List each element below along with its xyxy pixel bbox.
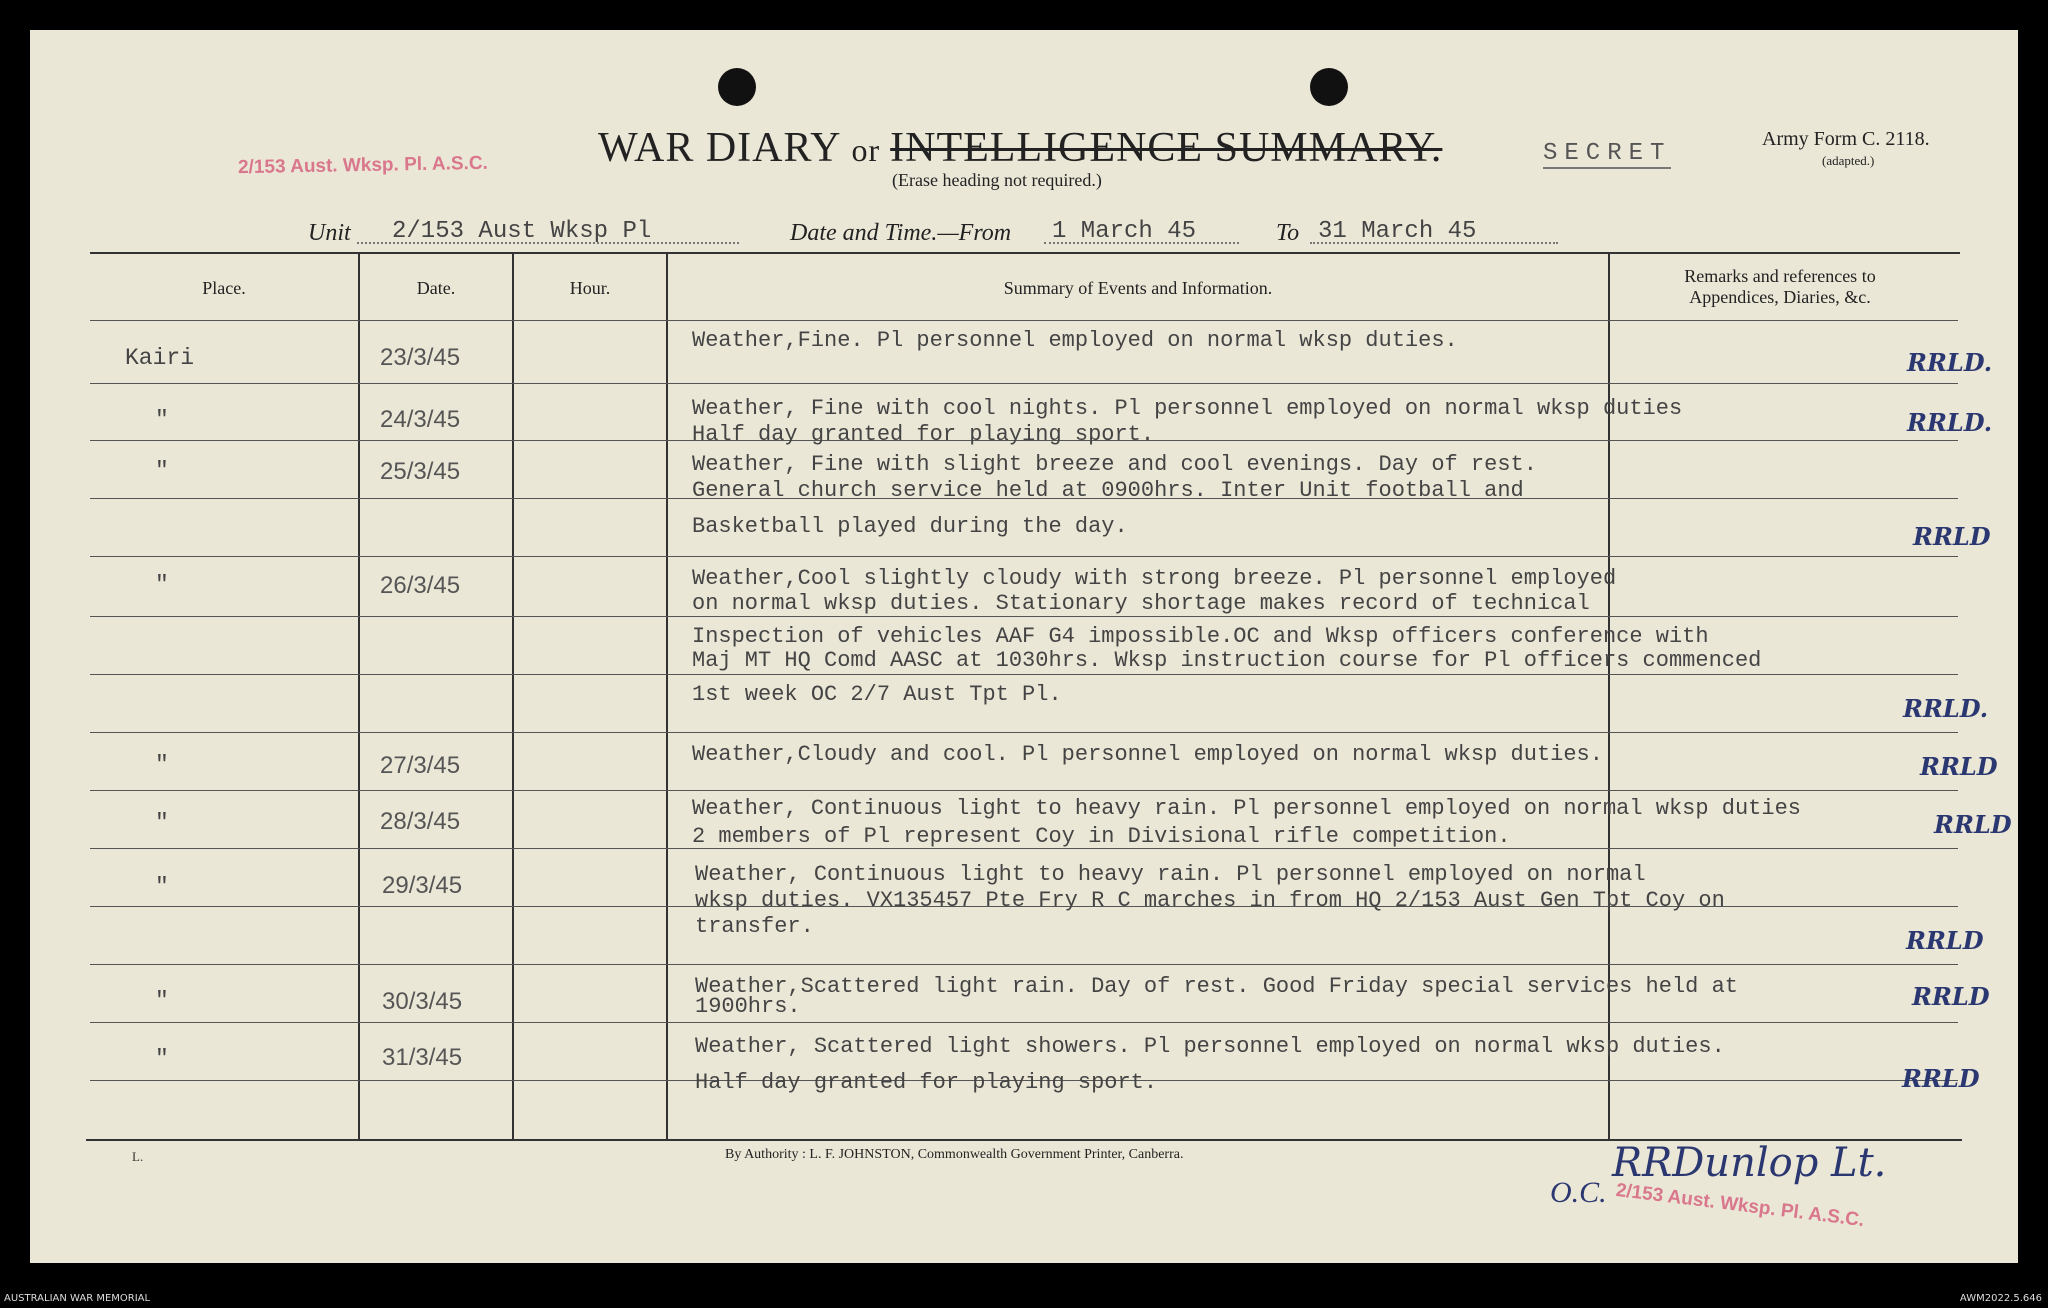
unit-value: 2/153 Aust Wksp Pl [392, 218, 652, 245]
column-header-remarks-1: Remarks and references to [1684, 266, 1876, 286]
form-number: Army Form C. 2118. [1762, 128, 1930, 150]
entry-place: " [155, 988, 169, 1014]
entry-date: 26/3/45 [380, 572, 461, 599]
table-top-rule [90, 252, 1960, 254]
entry-date: 25/3/45 [380, 458, 461, 485]
entry-initials: RRLD. [1903, 694, 1989, 723]
row-rule [90, 674, 1958, 675]
entry-initials: RRLD [1920, 752, 1998, 781]
entry-place: " [155, 874, 169, 900]
date-to-label: To [1276, 220, 1300, 246]
entry-text-line: 1900hrs. [695, 994, 801, 1019]
column-divider-date [512, 252, 514, 1140]
column-header-date: Date. [416, 278, 456, 298]
entry-text-line: Weather, Fine with slight breeze and cool evenings. Day of rest. [692, 452, 1537, 477]
entry-initials: RRLD [1913, 522, 1991, 551]
entry-place: " [155, 572, 169, 598]
printer-imprint: By Authority : L. F. JOHNSTON, Commonwealth Government Printer, Canberra. [725, 1147, 1184, 1162]
entry-initials: RRLD. [1907, 348, 1993, 377]
form-adapted: (adapted.) [1822, 153, 1875, 168]
entry-text-line: Weather,Cloudy and cool. Pl personnel employed on normal wksp duties. [692, 742, 1603, 767]
column-header-place: Place. [202, 278, 246, 298]
entry-text-line: Weather,Cool slightly cloudy with strong breeze. Pl personnel employed [692, 566, 1617, 591]
entry-place: Kairi [125, 345, 195, 371]
oc-label: O.C. [1550, 1176, 1607, 1209]
unit-stamp: 2/153 Aust. Wksp. Pl. A.S.C. [237, 152, 489, 179]
footer-mark: L. [132, 1149, 144, 1164]
entry-text-line: 1st week OC 2/7 Aust Tpt Pl. [692, 682, 1062, 707]
entry-initials: RRLD [1912, 982, 1990, 1011]
officer-signature: RRDunlop Lt. [1612, 1140, 1887, 1186]
entry-date: 29/3/45 [382, 872, 463, 899]
row-rule [90, 383, 1958, 384]
punch-hole-left [718, 68, 756, 106]
entry-place: " [155, 407, 169, 433]
entry-date: 23/3/45 [380, 344, 461, 371]
title-or: or [851, 132, 881, 168]
date-to-value: 31 March 45 [1318, 218, 1477, 245]
entry-text-line: Weather, Continuous light to heavy rain. Pl personnel employed on normal [695, 862, 1646, 887]
entry-text-line: Weather,Fine. Pl personnel employed on normal wksp duties. [692, 328, 1458, 353]
title-struck: INTELLIGENCE SUMMARY. [890, 125, 1443, 171]
page-title [598, 124, 1442, 172]
unit-label: Unit [308, 220, 351, 246]
row-rule [90, 616, 1958, 617]
entry-text-line: Weather,Scattered light rain. Day of rest. Good Friday special services held at [695, 974, 1738, 999]
entry-place: " [155, 458, 169, 484]
column-header-summary: Summary of Events and Information. [1003, 278, 1273, 298]
column-header-remarks-2: Appendices, Diaries, &c. [1689, 287, 1871, 307]
row-rule [90, 732, 1958, 733]
column-divider-hour [666, 252, 668, 1140]
column-header-hour: Hour. [569, 278, 611, 298]
entry-text-line: Half day granted for playing sport. [692, 422, 1155, 447]
entry-text-line: transfer. [695, 914, 814, 939]
entry-initials: RRLD [1906, 926, 1984, 955]
date-from-value: 1 March 45 [1052, 218, 1197, 245]
entry-text-line: wksp duties. VX135457 Pte Fry R C marches in from HQ 2/153 Aust Gen Tpt Coy on [695, 888, 1725, 913]
entry-text-line: on normal wksp duties. Stationary shortage makes record of technical [692, 591, 1590, 616]
title-main: WAR DIARY [598, 125, 842, 171]
entry-date: 28/3/45 [380, 808, 461, 835]
row-rule [90, 964, 1958, 965]
entry-place: " [155, 810, 169, 836]
entry-initials: RRLD [1934, 810, 2012, 839]
archive-credit: AUSTRALIAN WAR MEMORIAL [4, 1293, 151, 1304]
row-rule [90, 556, 1958, 557]
column-divider-place [358, 252, 360, 1140]
entry-date: 24/3/45 [380, 406, 461, 433]
entry-text-line: Weather, Continuous light to heavy rain. Pl personnel employed on normal wksp duties [692, 796, 1801, 821]
unit-stamp-footer: 2/153 Aust. Wksp. Pl. A.S.C. [1614, 1179, 1866, 1232]
entry-text-line: Weather, Scattered light showers. Pl personnel employed on normal wksp duties. [695, 1034, 1725, 1059]
row-rule [90, 790, 1958, 791]
entry-date: 27/3/45 [380, 752, 461, 779]
title-note: (Erase heading not required.) [892, 170, 1102, 190]
entry-text-line: Basketball played during the day. [692, 514, 1128, 539]
archive-reference: AWM2022.5.646 [1959, 1293, 2042, 1304]
column-divider-summary [1608, 252, 1610, 1140]
entry-date: 31/3/45 [382, 1044, 463, 1071]
entry-text-line: Maj MT HQ Comd AASC at 1030hrs. Wksp instruction course for Pl officers commenced [692, 648, 1762, 673]
entry-initials: RRLD [1902, 1064, 1980, 1093]
entry-place: " [155, 752, 169, 778]
entry-text-line: Inspection of vehicles AAF G4 impossible.OC and Wksp officers conference with [692, 624, 1709, 649]
punch-hole-right [1310, 68, 1348, 106]
entry-text-line: Half day granted for playing sport. [695, 1070, 1158, 1095]
entry-text-line: Weather, Fine with cool nights. Pl personnel employed on normal wksp duties [692, 396, 1683, 421]
row-rule [90, 1022, 1958, 1023]
entry-text-line: General church service held at 0900hrs. Inter Unit football and [692, 478, 1524, 503]
entry-date: 30/3/45 [382, 988, 463, 1015]
entry-text-line: 2 members of Pl represent Coy in Divisional rifle competition. [692, 824, 1511, 849]
entry-initials: RRLD. [1907, 408, 1993, 437]
entry-place: " [155, 1046, 169, 1072]
row-rule [90, 320, 1958, 321]
classification-label: SECRET [1543, 140, 1672, 167]
date-from-label: Date and Time.—From [790, 220, 1012, 246]
